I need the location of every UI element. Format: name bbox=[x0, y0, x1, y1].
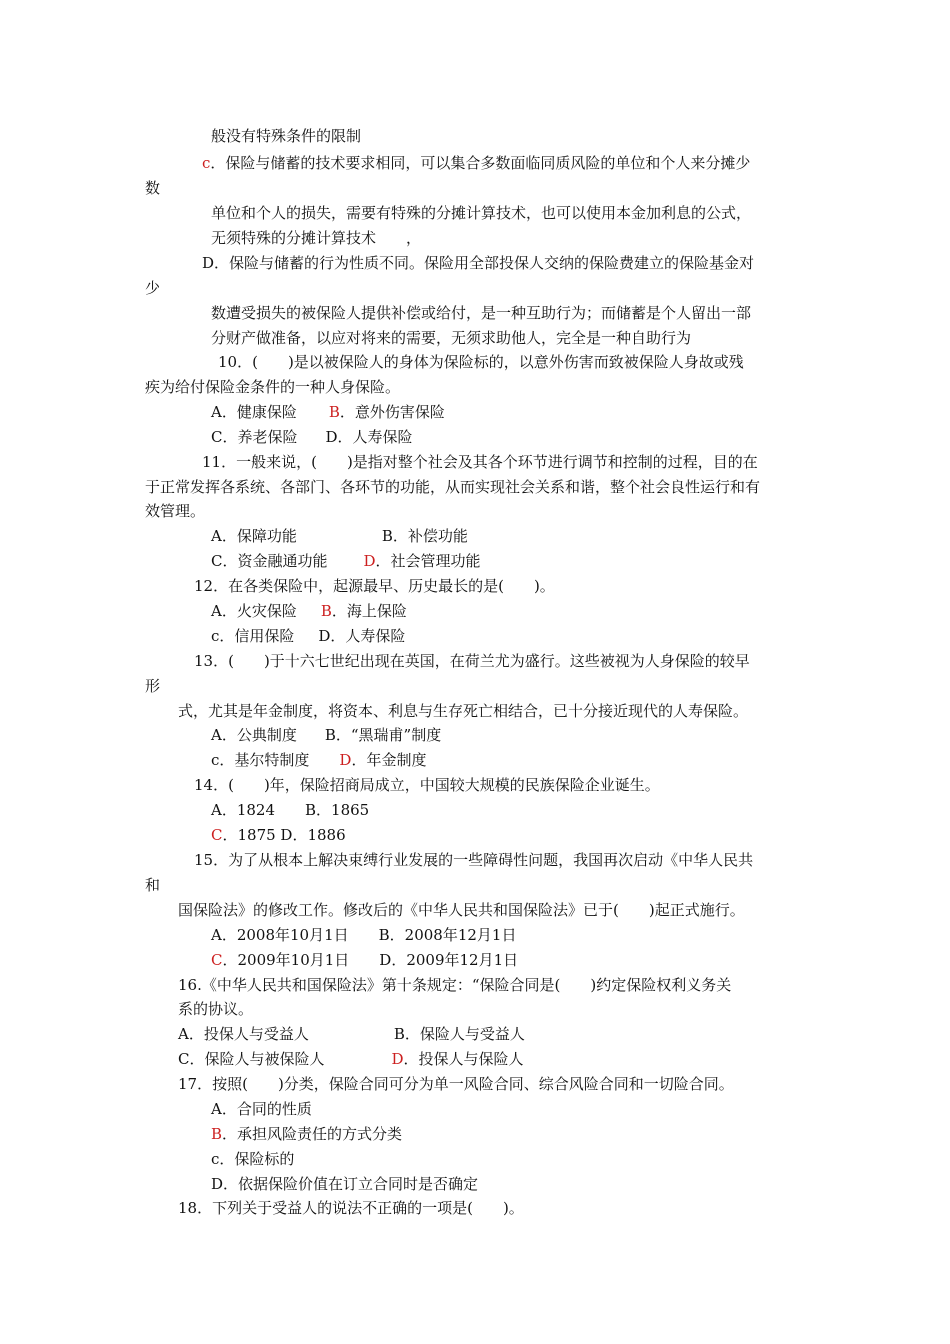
text-line bbox=[145, 676, 160, 696]
text-line bbox=[211, 303, 751, 323]
text-line bbox=[211, 203, 751, 223]
text-segment: 11．一般来说，( )是指对整个社会及其各个环节进行调节和控制的过程，目的在 bbox=[202, 453, 758, 471]
question-line bbox=[202, 452, 758, 472]
text-segment: ．1875 D．1886 bbox=[222, 826, 346, 844]
text-segment: A．投保人与受益人 bbox=[178, 1025, 309, 1043]
text-segment: C．资金融通功能 bbox=[211, 552, 328, 570]
question-line bbox=[194, 576, 555, 596]
text-line bbox=[145, 477, 760, 497]
text-segment: 般没有特殊条件的限制 bbox=[211, 127, 362, 145]
text-segment: A．公典制度 bbox=[211, 726, 297, 744]
text-segment: 14．( )年，保险招商局成立，中国较大规模的民族保险企业诞生。 bbox=[194, 776, 660, 794]
text-segment: C．保险人与被保险人 bbox=[178, 1050, 325, 1068]
text-segment: ．海上保险 bbox=[331, 602, 407, 620]
text-segment: 国保险法》的修改工作。修改后的《中华人民共和国保险法》已于( )起正式施行。 bbox=[178, 901, 745, 919]
text-segment: ．投保人与保险人 bbox=[403, 1050, 524, 1068]
question-line bbox=[194, 850, 753, 870]
question-line bbox=[178, 1198, 524, 1218]
text-segment: B．2008年12月1日 bbox=[378, 926, 517, 944]
text-segment: c．信用保险 bbox=[211, 627, 295, 645]
option-line bbox=[211, 626, 405, 646]
text-line bbox=[178, 701, 748, 721]
text-segment: A．火灾保险 bbox=[211, 602, 297, 620]
option-line bbox=[211, 1124, 402, 1144]
text-segment: ．社会管理功能 bbox=[375, 552, 481, 570]
option-line bbox=[178, 1024, 525, 1044]
text-line bbox=[145, 501, 205, 521]
text-segment: A．1824 bbox=[211, 801, 276, 819]
answer-marker: D bbox=[363, 552, 376, 570]
option-line bbox=[211, 1174, 478, 1194]
answer-marker: C bbox=[211, 951, 223, 969]
text-segment: C．养老保险 bbox=[211, 428, 298, 446]
text-line bbox=[178, 900, 745, 920]
text-line bbox=[178, 999, 253, 1019]
answer-marker: B bbox=[211, 1125, 223, 1143]
text-segment: ．保险与储蓄的技术要求相同，可以集合多数面临同质风险的单位和个人来分摊少 bbox=[210, 154, 751, 172]
question-line bbox=[178, 1074, 734, 1094]
text-line bbox=[211, 228, 421, 248]
text-segment: A．合同的性质 bbox=[211, 1100, 312, 1118]
text-segment: D．人寿保险 bbox=[325, 428, 413, 446]
text-segment: D．2009年12月1日 bbox=[379, 951, 519, 969]
option-line bbox=[211, 725, 441, 745]
text-segment: 于正常发挥各系统、各部门、各环节的功能，从而实现社会关系和谐，整个社会良性运行和有 bbox=[145, 478, 761, 496]
text-segment: ．承担风险责任的方式分类 bbox=[222, 1125, 403, 1143]
text-segment: 数 bbox=[145, 179, 161, 197]
text-line bbox=[145, 377, 400, 397]
text-line bbox=[211, 126, 361, 146]
text-line bbox=[145, 178, 160, 198]
option-line bbox=[211, 551, 481, 571]
text-segment: ．2009年10月1日 bbox=[222, 951, 350, 969]
text-segment: A．保障功能 bbox=[211, 527, 297, 545]
question-line bbox=[178, 975, 731, 995]
text-segment: 12．在各类保险中，起源最早、历史最长的是( )。 bbox=[194, 577, 555, 595]
text-segment: 效管理。 bbox=[145, 502, 206, 520]
text-segment: ．年金制度 bbox=[351, 751, 427, 769]
question-line bbox=[194, 775, 660, 795]
option-line bbox=[211, 1149, 294, 1169]
text-segment: B．保险人与受益人 bbox=[393, 1025, 525, 1043]
question-line bbox=[218, 352, 744, 372]
option-line bbox=[211, 1099, 312, 1119]
question-line bbox=[194, 651, 750, 671]
text-segment: B．“黑瑞甫”制度 bbox=[324, 726, 442, 744]
text-segment: 15．为了从根本上解决束缚行业发展的一些障碍性问题，我国再次启动《中华人民共 bbox=[194, 851, 754, 869]
answer-marker: C bbox=[211, 826, 223, 844]
text-segment: 数遭受损失的被保险人提供补偿或给付，是一种互助行为；而储蓄是个人留出一部 bbox=[211, 304, 752, 322]
text-segment: 系的协议。 bbox=[178, 1000, 254, 1018]
text-segment: D．人寿保险 bbox=[318, 627, 406, 645]
text-line bbox=[145, 875, 160, 895]
text-line bbox=[211, 328, 691, 348]
text-segment: 分财产做准备，以应对将来的需要，无须求助他人，完全是一种自助行为 bbox=[211, 329, 692, 347]
text-segment: c．基尔特制度 bbox=[211, 751, 310, 769]
text-segment: A．2008年10月1日 bbox=[211, 926, 349, 944]
text-segment: 10．( )是以被保险人的身体为保险标的，以意外伤害而致被保险人身故或残 bbox=[218, 353, 744, 371]
text-segment: 13．( )于十六七世纪出现在英国，在荷兰尤为盛行。这些被视为人身保险的较早 bbox=[194, 652, 750, 670]
option-line bbox=[211, 601, 407, 621]
option-line bbox=[211, 402, 445, 422]
option-line bbox=[178, 1049, 524, 1069]
text-segment: A．健康保险 bbox=[211, 403, 297, 421]
option-line bbox=[211, 800, 369, 820]
option-line bbox=[211, 750, 426, 770]
text-segment: 17．按照( )分类，保险合同可分为单一风险合同、综合风险合同和一切险合同。 bbox=[178, 1075, 734, 1093]
answer-marker: B bbox=[320, 602, 332, 620]
text-segment: 和 bbox=[145, 876, 161, 894]
text-segment: 18．下列关于受益人的说法不正确的一项是( )。 bbox=[178, 1199, 524, 1217]
text-segment: 少 bbox=[145, 279, 161, 297]
text-line bbox=[202, 253, 754, 273]
answer-marker: D bbox=[391, 1050, 404, 1068]
text-segment: 单位和个人的损失，需要有特殊的分摊计算技术，也可以使用本金加利息的公式， bbox=[211, 204, 752, 222]
option-line bbox=[211, 526, 468, 546]
text-segment: D．保险与储蓄的行为性质不同。保险用全部投保人交纳的保险费建立的保险基金对 bbox=[202, 254, 755, 272]
text-segment: 疾为给付保险金条件的一种人身保险。 bbox=[145, 378, 401, 396]
option-line bbox=[211, 950, 518, 970]
text-segment: B．1865 bbox=[305, 801, 370, 819]
option-line bbox=[211, 925, 516, 945]
text-line bbox=[145, 278, 160, 298]
text-line bbox=[202, 153, 750, 173]
text-segment: 式，尤其是年金制度，将资本、利息与生存死亡相结合，已十分接近现代的人寿保险。 bbox=[178, 702, 749, 720]
text-segment: B．补偿功能 bbox=[381, 527, 468, 545]
answer-marker: B bbox=[328, 403, 340, 421]
text-segment: 形 bbox=[145, 677, 161, 695]
option-line bbox=[211, 427, 413, 447]
answer-marker: c bbox=[202, 154, 211, 172]
text-segment: 无须特殊的分摊计算技术 ， bbox=[211, 229, 422, 247]
text-segment: ．意外伤害保险 bbox=[339, 403, 445, 421]
text-segment: 16.《中华人民共和国保险法》第十条规定：“保险合同是( )约定保险权利义务关 bbox=[178, 976, 732, 994]
answer-marker: D bbox=[339, 751, 352, 769]
text-segment: D．依据保险价值在订立合同时是否确定 bbox=[211, 1175, 479, 1193]
text-segment: c．保险标的 bbox=[211, 1150, 295, 1168]
option-line bbox=[211, 825, 346, 845]
